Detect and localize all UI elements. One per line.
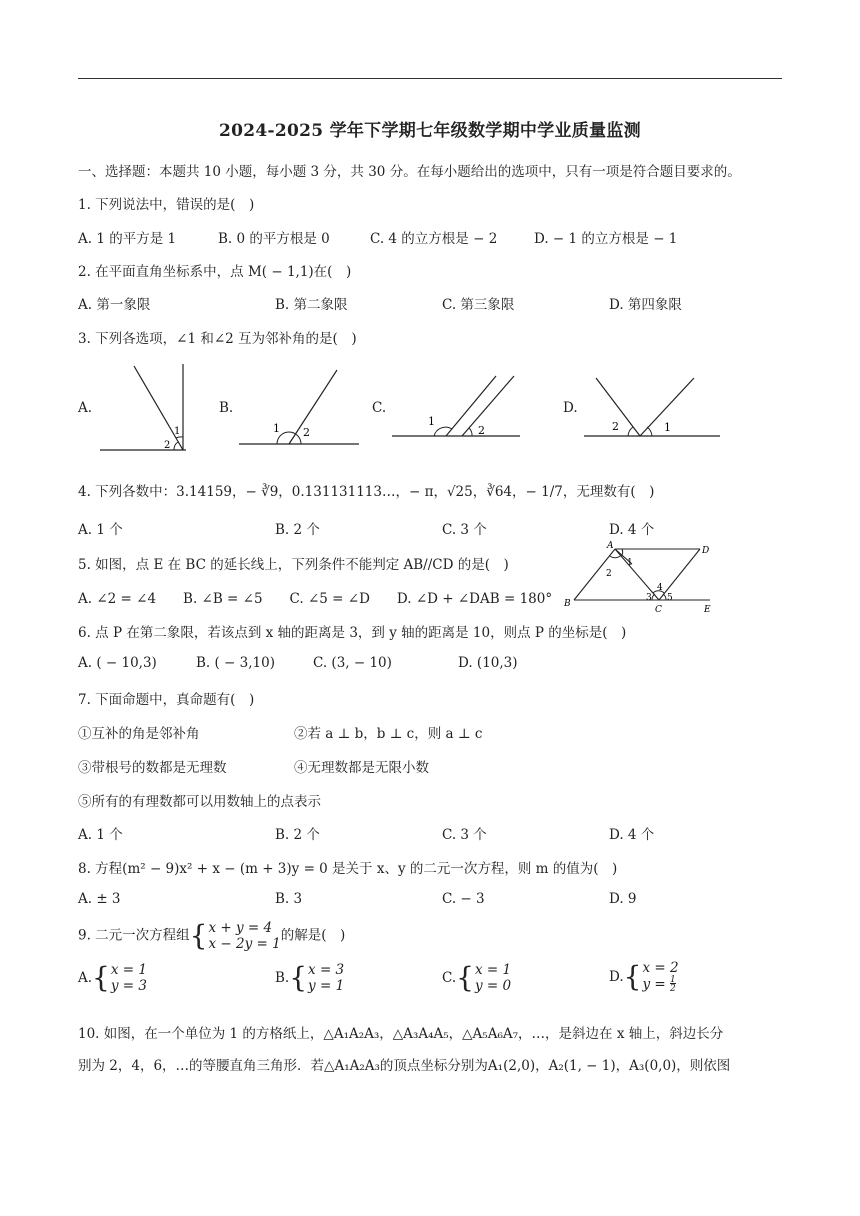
- q6-option-b: B. ( − 3,10): [196, 655, 275, 671]
- q7-option-c: C. 3 个: [442, 827, 487, 843]
- q8-stem: 8. 方程(m² − 9)x² + x − (m + 3)y = 0 是关于 x、y 的二元一次方程，则 m 的值为( ): [78, 861, 618, 877]
- fig-d-label-2: 2: [612, 420, 619, 433]
- q3-figure-c: [390, 372, 522, 440]
- q4-option-b: B. 2 个: [275, 522, 320, 538]
- fig5-label-5: 5: [667, 593, 673, 603]
- q2-option-b: B. 第二象限: [275, 297, 348, 313]
- q3-option-c: C.: [372, 400, 387, 416]
- q6-option-c: C. (3, − 10): [313, 655, 392, 671]
- q4-option-d: D. 4 个: [609, 522, 655, 538]
- q9-stem: [78, 920, 345, 952]
- q6-option-d: D. (10,3): [458, 655, 518, 671]
- q2-option-d: D. 第四象限: [609, 297, 682, 313]
- q8-option-b: B. 3: [275, 891, 303, 907]
- q7-statement-2: ②若 a ⊥ b，b ⊥ c，则 a ⊥ c: [294, 726, 483, 742]
- q3-figure-b: [237, 368, 361, 448]
- q2-option-c: C. 第三象限: [442, 297, 515, 313]
- fig-a-label-2: 2: [164, 440, 171, 451]
- fig5-label-1: 1: [627, 558, 633, 568]
- fig5-label-2: 2: [606, 569, 612, 579]
- q9-option-c: C.{x = 1 y = 0: [442, 961, 512, 994]
- fig-c-label-1: 1: [428, 415, 435, 428]
- fig5-label-e: E: [704, 605, 711, 615]
- q3-figure-d: [582, 374, 722, 440]
- fig5-label-d: D: [702, 546, 710, 556]
- q4-stem: 4. 下列各数中：3.14159，− ∛9，0.131131113…，− π，√25，∛64，− 1/7，无理数有( ): [78, 484, 655, 500]
- q5-options: A. ∠2 = ∠4 B. ∠B = ∠5 C. ∠5 = ∠D D. ∠D + ∠DAB = 180°: [78, 591, 553, 607]
- fraction-one-half: $\frac{1}{2}$: [670, 975, 676, 994]
- q9-option-d: D.{x = 2 $y = \frac{1}{2}$: [609, 960, 679, 994]
- q4-option-c: C. 3 个: [442, 522, 487, 538]
- q3-stem: 3. 下列各选项，∠1 和∠2 互为邻补角的是( ): [78, 331, 357, 347]
- q7-stem: 7. 下面命题中，真命题有( ): [78, 692, 255, 708]
- document-title: 2024-2025 学年下学期七年级数学期中学业质量监测: [218, 121, 641, 141]
- q6-stem: 6. 点 P 在第二象限，若该点到 x 轴的距离是 3，到 y 轴的距离是 10，则点 P 的坐标是( ): [78, 625, 627, 641]
- fig-a-label-1: 1: [174, 426, 181, 437]
- q7-statement-1: ①互补的角是邻补角: [78, 726, 200, 742]
- fig-c-label-2: 2: [478, 424, 485, 437]
- q6-option-a: A. ( − 10,3): [78, 655, 157, 671]
- q7-statement-4: ④无理数都是无限小数: [294, 760, 429, 776]
- q10-line-2: 别为 2，4，6，…的等腰直角三角形．若△A₁A₂A₃的顶点坐标分别为A₁(2,0)，A₂(1, − 1)，A₃(0,0)，则依图: [78, 1058, 731, 1074]
- fig5-label-a: A: [607, 541, 614, 551]
- q1-option-b: B. 0 的平方根是 0: [218, 231, 330, 247]
- q3-figure-a: [96, 362, 192, 454]
- fig5-label-c: C: [655, 605, 662, 615]
- q3-option-b: B.: [219, 400, 234, 416]
- q7-statement-3: ③带根号的数都是无理数: [78, 760, 227, 776]
- fig-b-label-2: 2: [303, 426, 310, 439]
- q9-stem-pre: 9. 二元一次方程组: [78, 927, 190, 944]
- fig5-label-4: 4: [657, 583, 663, 593]
- q9-system: [209, 920, 281, 952]
- fig5-label-b: B: [564, 599, 571, 609]
- header-rule: [78, 78, 782, 79]
- q1-option-d: D. − 1 的立方根是 − 1: [534, 231, 678, 247]
- q7-option-b: B. 2 个: [275, 827, 320, 843]
- q7-option-a: A. 1 个: [78, 827, 123, 843]
- q7-option-d: D. 4 个: [609, 827, 655, 843]
- brace-glyph: {: [189, 919, 208, 952]
- q9-option-a: A.{x = 1 y = 3: [78, 961, 147, 994]
- q9-stem-post: 的解是( ): [280, 927, 346, 944]
- q9-option-b: B.{x = 3 y = 1: [275, 961, 345, 994]
- q8-option-c: C. − 3: [442, 891, 485, 907]
- q3-option-a: A.: [78, 400, 93, 416]
- q10-line-1: 10. 如图，在一个单位为 1 的方格纸上，△A₁A₂A₃，△A₃A₄A₅，△A₅A₆A₇，…，是斜边在 x 轴上，斜边长分: [78, 1026, 724, 1042]
- q3-option-d: D.: [563, 400, 578, 416]
- q5-stem: 5. 如图，点 E 在 BC 的延长线上，下列条件不能判定 AB//CD 的是( ): [78, 557, 509, 573]
- q8-option-d: D. 9: [609, 891, 637, 907]
- q4-option-a: A. 1 个: [78, 522, 123, 538]
- q1-option-c: C. 4 的立方根是 − 2: [370, 231, 498, 247]
- q9-eq1: x + y = 4: [208, 920, 273, 936]
- q8-option-a: A. ± 3: [78, 891, 121, 907]
- q5-figure-parallelogram: [560, 540, 720, 616]
- fig-b-label-1: 1: [273, 422, 280, 435]
- fig-d-label-1: 1: [664, 421, 671, 434]
- q2-option-a: A. 第一象限: [78, 297, 151, 313]
- q2-stem: 2. 在平面直角坐标系中，点 M( − 1,1)在( ): [78, 264, 352, 280]
- section-heading: 一、选择题：本题共 10 小题，每小题 3 分，共 30 分。在每小题给出的选项中，只有一项是符合题目要求的。: [78, 164, 741, 180]
- q9-eq2: x − 2y = 1: [208, 936, 281, 952]
- q1-stem: 1. 下列说法中，错误的是( ): [78, 197, 255, 213]
- fig5-label-3: 3: [646, 593, 652, 603]
- q1-option-a: A. 1 的平方是 1: [78, 231, 177, 247]
- q7-statement-5: ⑤所有的有理数都可以用数轴上的点表示: [78, 794, 321, 810]
